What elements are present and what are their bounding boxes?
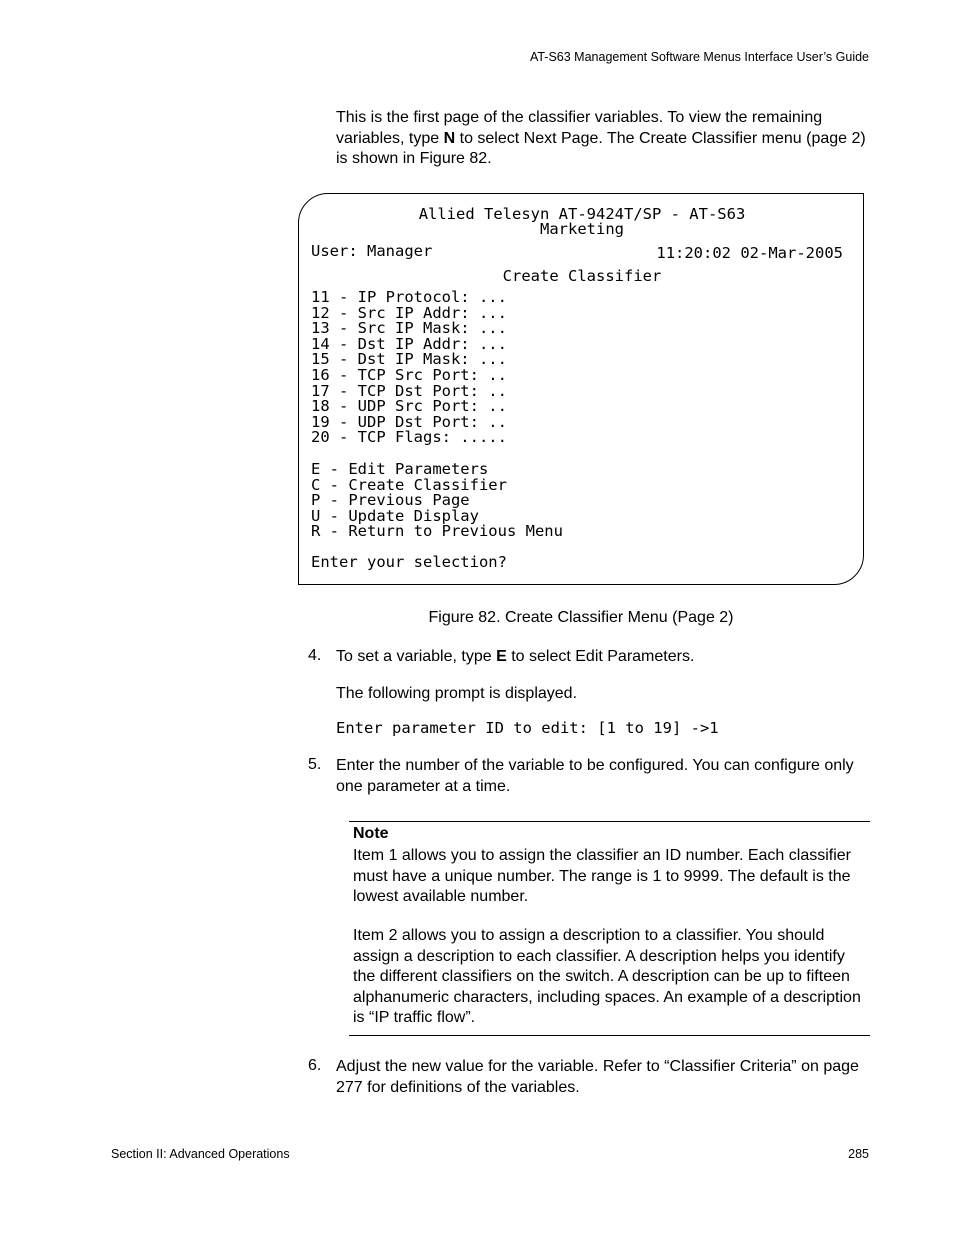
terminal-screen: [298, 193, 864, 585]
footer-section: Section II: Advanced Operations: [111, 1147, 290, 1161]
option-update: U - Update Display: [311, 506, 479, 525]
running-header: AT-S63 Management Software Menus Interface User’s Guide: [529, 50, 869, 64]
param-line: 11 - IP Protocol: ...: [311, 288, 507, 306]
intro-text-end: to select Next Page. The Create Classifier menu (page 2) is shown in Figure 82.: [336, 129, 866, 167]
param-line: 17 - TCP Dst Port: ..: [311, 381, 507, 400]
screen-subtitle: Marketing: [540, 220, 624, 238]
option-return: R - Return to Previous Menu: [311, 522, 563, 541]
step6-text: Adjust the new value for the variable. Refer to “Classifier Criteria” on page 277 for definitions of the variables.: [336, 1058, 859, 1096]
param-line: 19 - UDP Dst Port: ..: [311, 412, 507, 431]
screen-title: Allied Telesyn AT-9424T/SP - AT-S63: [418, 205, 746, 223]
intro-text-start: This is the first page of the classifier variables. To view the remaining variables, type: [336, 109, 823, 147]
figure-caption: Figure 82. Create Classifier Menu (Page 2): [428, 609, 734, 626]
param-line: 16 - TCP Src Port: ..: [311, 366, 507, 384]
option-create: C - Create Classifier: [311, 475, 507, 494]
param-line: 13 - Src IP Mask: ...: [311, 319, 507, 338]
param-line: 12 - Src IP Addr: ...: [311, 303, 507, 322]
param-line: 14 - Dst IP Addr: ...: [311, 334, 507, 353]
intro-key: N: [443, 129, 456, 147]
step4-key: E: [496, 648, 507, 665]
note-paragraph-1: Item 1 allows you to assign the classifier an ID number. Each classifier must have a unique number. The range is 1 to 9999. The default is the lowest available number.: [353, 847, 851, 905]
step4-text-end: to select Edit Parameters.: [506, 648, 695, 665]
step-number: 4.: [308, 647, 322, 664]
intro-paragraph: [336, 108, 866, 170]
note-paragraph-2: Item 2 allows you to assign a description to a classifier. You should assign a description to each classifier. A description helps you identify the different classifiers on the switch. A description can be up to fifteen alphanumeric characters, including spaces. An example of a description is “IP traffic flow”.: [353, 927, 861, 1026]
page-number: 285: [848, 1147, 869, 1161]
screen-menu-title: Create Classifier: [502, 267, 662, 285]
step5-text: Enter the number of the variable to be configured. You can configure only one parameter at a time.: [336, 757, 854, 795]
param-line: 15 - Dst IP Mask: ...: [311, 350, 507, 369]
step4-text-start: To set a variable, type: [336, 648, 497, 665]
option-edit: E - Edit Parameters: [311, 460, 489, 478]
note-title: Note: [353, 825, 389, 842]
param-line: 20 - TCP Flags: .....: [311, 428, 507, 447]
step4-followup: The following prompt is displayed.: [336, 685, 578, 702]
note-box: [349, 821, 870, 1036]
screen-user: User: Manager: [311, 242, 433, 260]
command-example: Enter parameter ID to edit: [1 to 19] ->1: [336, 719, 719, 737]
step-number: 6.: [308, 1057, 322, 1074]
option-previous: P - Previous Page: [311, 491, 470, 510]
screen-datetime: 11:20:02 02-Mar-2005: [656, 244, 843, 262]
step4-text: [336, 647, 866, 668]
param-line: 18 - UDP Src Port: ..: [311, 397, 507, 416]
step-number: 5.: [308, 756, 322, 773]
screen-prompt: Enter your selection?: [311, 553, 507, 571]
